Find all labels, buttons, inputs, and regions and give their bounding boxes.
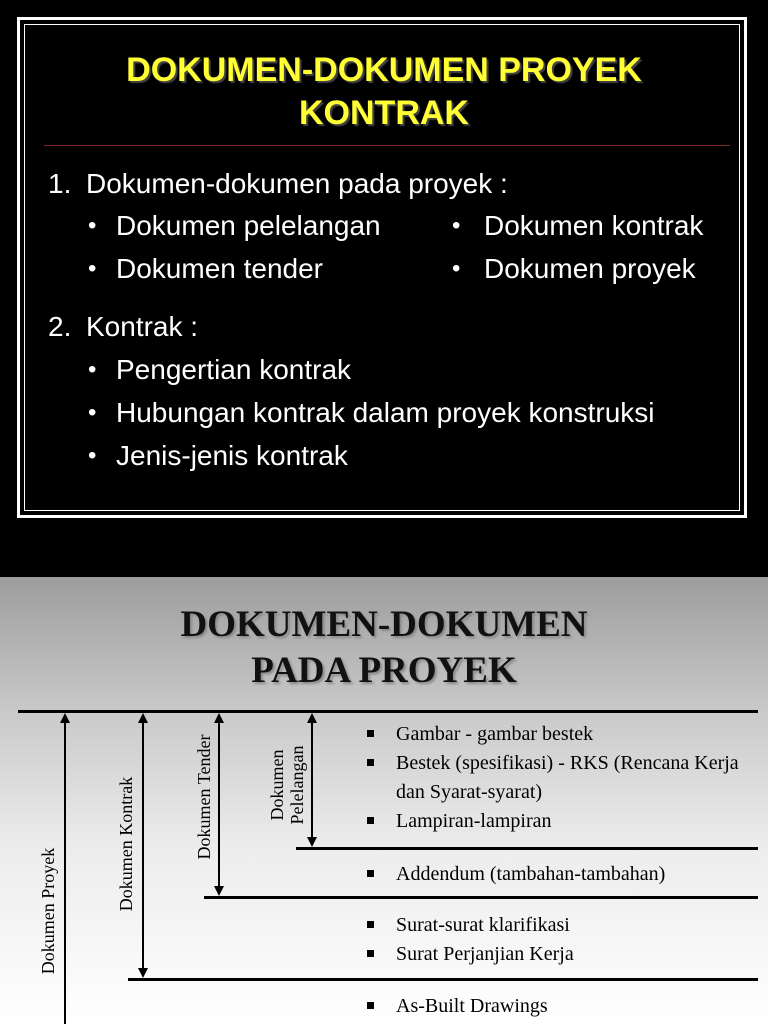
bullet-icon: • <box>88 255 97 282</box>
kontrak-dimension-line <box>142 721 144 969</box>
pelelangan-separator-line <box>296 847 758 850</box>
list-item: Hubungan kontrak dalam proyek konstruksi <box>116 397 655 428</box>
section2-number: 2. <box>48 311 72 342</box>
square-bullet-icon <box>367 1002 374 1009</box>
arrow-down-icon <box>214 886 224 896</box>
list-item: Bestek (spesifikasi) - RKS (Rencana Kerja <box>396 752 739 774</box>
bullet-icon: • <box>88 356 97 383</box>
slide2-title-line2: PADA PROYEK <box>251 650 517 691</box>
label-dokumen-kontrak: Dokumen Kontrak <box>116 776 136 912</box>
slide2-title-line1: DOKUMEN-DOKUMEN <box>180 604 588 645</box>
list-item: Dokumen tender <box>116 253 324 284</box>
list-item: Lampiran-lampiran <box>396 810 552 832</box>
list-item: Dokumen proyek <box>484 253 696 284</box>
bullet-icon: • <box>88 212 97 239</box>
bullet-icon: • <box>88 442 97 469</box>
proyek-dimension-line <box>64 721 66 1024</box>
square-bullet-icon <box>367 921 374 928</box>
slide-project-documents <box>0 577 768 1024</box>
square-bullet-icon <box>367 870 374 877</box>
list-item-continuation: dan Syarat-syarat) <box>396 781 543 803</box>
tender-separator-line <box>204 896 758 899</box>
pelelangan-dimension-line <box>311 721 313 837</box>
label-dokumen-proyek: Dokumen Proyek <box>38 847 58 975</box>
slide1-title-line1: DOKUMEN-DOKUMEN PROYEK <box>126 51 642 89</box>
square-bullet-icon <box>367 817 374 824</box>
list-item: Dokumen kontrak <box>484 210 704 241</box>
arrow-down-icon <box>307 837 317 847</box>
bullet-icon: • <box>88 399 97 426</box>
list-item: Dokumen pelelangan <box>116 210 381 241</box>
list-item: Surat-surat klarifikasi <box>396 914 570 936</box>
square-bullet-icon <box>367 950 374 957</box>
list-item: Gambar - gambar bestek <box>396 723 594 745</box>
square-bullet-icon <box>367 759 374 766</box>
kontrak-separator-line <box>128 978 758 981</box>
label-dokumen-tender: Dokumen Tender <box>194 734 214 860</box>
slide1-title-line2: KONTRAK <box>299 94 469 132</box>
tender-dimension-line <box>218 721 220 887</box>
label-pelelangan-line2: Pelelangan <box>287 745 307 825</box>
section1-number: 1. <box>48 168 72 199</box>
list-item: As-Built Drawings <box>396 995 548 1017</box>
top-separator-line <box>18 710 758 713</box>
arrow-down-icon <box>138 968 148 978</box>
label-pelelangan-line1: Dokumen <box>267 749 287 821</box>
title-divider <box>44 145 730 146</box>
square-bullet-icon <box>367 730 374 737</box>
list-item: Surat Perjanjian Kerja <box>396 943 574 965</box>
list-item: Jenis-jenis kontrak <box>116 440 348 471</box>
list-item: Addendum (tambahan-tambahan) <box>396 863 666 885</box>
list-item: Pengertian kontrak <box>116 354 352 385</box>
bullet-icon: • <box>452 255 461 282</box>
label-dokumen-pelelangan <box>267 730 307 840</box>
section2-heading: Kontrak : <box>86 311 199 342</box>
bullet-icon: • <box>452 212 461 239</box>
section1-heading: Dokumen-dokumen pada proyek : <box>86 168 508 199</box>
